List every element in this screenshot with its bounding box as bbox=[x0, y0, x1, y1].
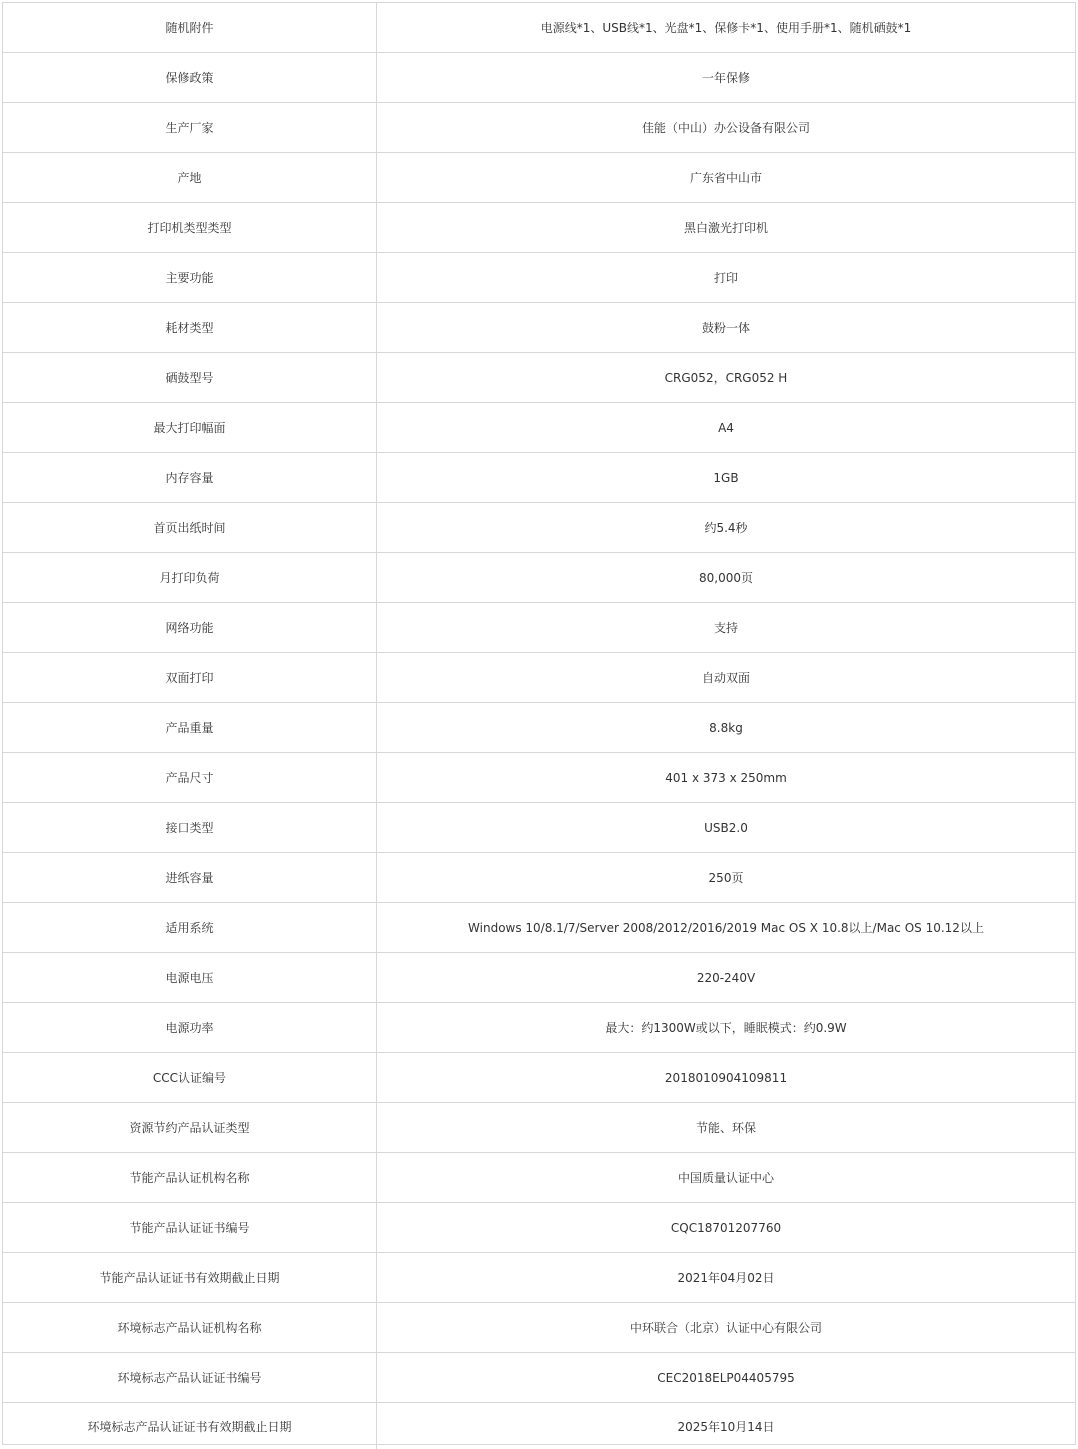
spec-label: 产地 bbox=[3, 153, 377, 203]
spec-value: 220-240V bbox=[377, 953, 1076, 1003]
spec-value: CEC2018ELP04405795 bbox=[377, 1353, 1076, 1403]
spec-label: 节能产品认证证书有效期截止日期 bbox=[3, 1253, 377, 1303]
table-row bbox=[3, 153, 1075, 203]
table-row bbox=[3, 453, 1075, 503]
spec-value: CQC18701207760 bbox=[377, 1203, 1076, 1253]
spec-value: CRG052，CRG052 H bbox=[377, 353, 1076, 403]
spec-table-frame bbox=[2, 2, 1076, 1445]
spec-label: 生产厂家 bbox=[3, 103, 377, 153]
spec-value: 250页 bbox=[377, 853, 1076, 903]
spec-value: 8.8kg bbox=[377, 703, 1076, 753]
spec-label: 节能产品认证证书编号 bbox=[3, 1203, 377, 1253]
spec-value: 2025年10月14日 bbox=[377, 1403, 1076, 1449]
table-row bbox=[3, 203, 1075, 253]
table-row bbox=[3, 1303, 1075, 1353]
spec-value: 中环联合（北京）认证中心有限公司 bbox=[377, 1303, 1076, 1353]
spec-label: 电源电压 bbox=[3, 953, 377, 1003]
table-row bbox=[3, 403, 1075, 453]
table-row bbox=[3, 1403, 1075, 1449]
spec-label: 最大打印幅面 bbox=[3, 403, 377, 453]
spec-label: 内存容量 bbox=[3, 453, 377, 503]
table-row bbox=[3, 1153, 1075, 1203]
spec-label: 环境标志产品认证机构名称 bbox=[3, 1303, 377, 1353]
spec-value: 约5.4秒 bbox=[377, 503, 1076, 553]
table-row bbox=[3, 603, 1075, 653]
spec-label: 资源节约产品认证类型 bbox=[3, 1103, 377, 1153]
spec-value: 一年保修 bbox=[377, 53, 1076, 103]
table-row bbox=[3, 353, 1075, 403]
spec-value: 打印 bbox=[377, 253, 1076, 303]
table-row bbox=[3, 103, 1075, 153]
spec-value: 支持 bbox=[377, 603, 1076, 653]
table-row bbox=[3, 253, 1075, 303]
spec-value: USB2.0 bbox=[377, 803, 1076, 853]
spec-label: 环境标志产品认证证书有效期截止日期 bbox=[3, 1403, 377, 1449]
spec-value: 节能、环保 bbox=[377, 1103, 1076, 1153]
spec-label: 接口类型 bbox=[3, 803, 377, 853]
spec-label: 双面打印 bbox=[3, 653, 377, 703]
spec-label: 随机附件 bbox=[3, 3, 377, 53]
table-row bbox=[3, 1103, 1075, 1153]
spec-value: 401 x 373 x 250mm bbox=[377, 753, 1076, 803]
table-row bbox=[3, 1203, 1075, 1253]
table-row bbox=[3, 653, 1075, 703]
table-row bbox=[3, 853, 1075, 903]
spec-label: 月打印负荷 bbox=[3, 553, 377, 603]
table-row bbox=[3, 1353, 1075, 1403]
spec-label: 网络功能 bbox=[3, 603, 377, 653]
spec-value: 鼓粉一体 bbox=[377, 303, 1076, 353]
spec-value: 80,000页 bbox=[377, 553, 1076, 603]
spec-value: 1GB bbox=[377, 453, 1076, 503]
table-row bbox=[3, 553, 1075, 603]
spec-label: 产品尺寸 bbox=[3, 753, 377, 803]
table-row bbox=[3, 1003, 1075, 1053]
table-row bbox=[3, 953, 1075, 1003]
spec-label: 首页出纸时间 bbox=[3, 503, 377, 553]
table-row bbox=[3, 53, 1075, 103]
table-row bbox=[3, 703, 1075, 753]
spec-value: 中国质量认证中心 bbox=[377, 1153, 1076, 1203]
spec-label: 耗材类型 bbox=[3, 303, 377, 353]
spec-label: 适用系统 bbox=[3, 903, 377, 953]
spec-label: 进纸容量 bbox=[3, 853, 377, 903]
spec-label: 电源功率 bbox=[3, 1003, 377, 1053]
table-row bbox=[3, 3, 1075, 53]
table-row bbox=[3, 903, 1075, 953]
spec-label: 环境标志产品认证证书编号 bbox=[3, 1353, 377, 1403]
spec-label: 保修政策 bbox=[3, 53, 377, 103]
spec-value: A4 bbox=[377, 403, 1076, 453]
spec-value: 自动双面 bbox=[377, 653, 1076, 703]
table-row bbox=[3, 803, 1075, 853]
table-row bbox=[3, 1053, 1075, 1103]
table-row bbox=[3, 503, 1075, 553]
spec-value: 电源线*1、USB线*1、光盘*1、保修卡*1、使用手册*1、随机硒鼓*1 bbox=[377, 3, 1076, 53]
spec-value: 广东省中山市 bbox=[377, 153, 1076, 203]
table-row bbox=[3, 303, 1075, 353]
spec-value: 黑白激光打印机 bbox=[377, 203, 1076, 253]
table-row bbox=[3, 753, 1075, 803]
spec-value: 最大：约1300W或以下，睡眠模式：约0.9W bbox=[377, 1003, 1076, 1053]
table-row bbox=[3, 1253, 1075, 1303]
spec-label: CCC认证编号 bbox=[3, 1053, 377, 1103]
spec-table bbox=[3, 3, 1075, 1449]
spec-label: 硒鼓型号 bbox=[3, 353, 377, 403]
spec-value: 2018010904109811 bbox=[377, 1053, 1076, 1103]
spec-label: 节能产品认证机构名称 bbox=[3, 1153, 377, 1203]
spec-label: 主要功能 bbox=[3, 253, 377, 303]
spec-value: Windows 10/8.1/7/Server 2008/2012/2016/2019 Mac OS X 10.8以上/Mac OS 10.12以上 bbox=[377, 903, 1076, 953]
spec-label: 产品重量 bbox=[3, 703, 377, 753]
spec-label: 打印机类型类型 bbox=[3, 203, 377, 253]
spec-value: 佳能（中山）办公设备有限公司 bbox=[377, 103, 1076, 153]
spec-value: 2021年04月02日 bbox=[377, 1253, 1076, 1303]
